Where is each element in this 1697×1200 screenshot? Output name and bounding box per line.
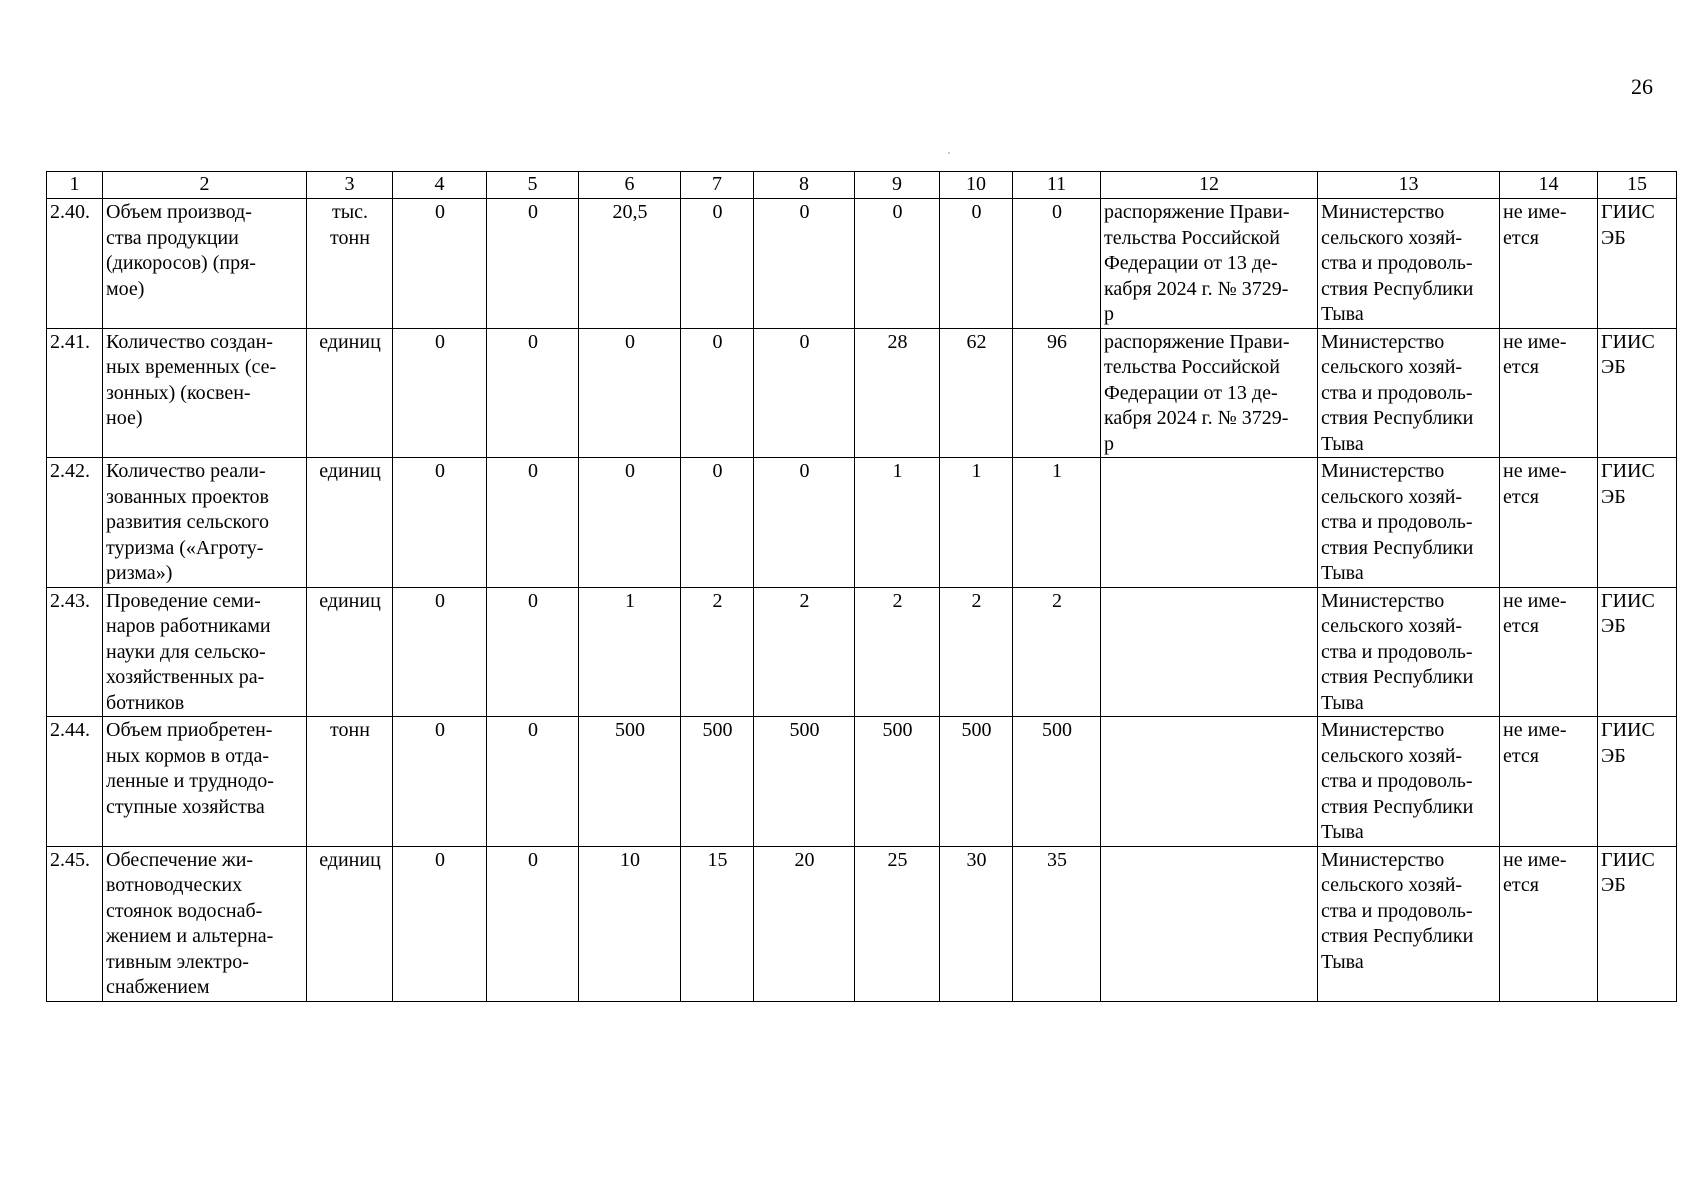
value-cell: 15: [681, 846, 754, 1001]
value-cell: 62: [940, 328, 1013, 458]
value-cell: 0: [393, 717, 487, 847]
column-15-line: ЭБ: [1601, 744, 1626, 767]
indicator-name-line: наров работниками: [106, 615, 271, 637]
legal-basis-line: р: [1104, 303, 1114, 325]
value-cell: 0: [681, 328, 754, 458]
column-header: 10: [940, 172, 1013, 199]
value-cell: 2: [1013, 587, 1101, 717]
value-cell: 0: [487, 587, 579, 717]
value-cell: 2: [940, 587, 1013, 717]
unit-line: единиц: [319, 589, 381, 612]
row-number: 2.41.: [47, 328, 103, 458]
page-number: 26: [1631, 74, 1653, 99]
column-header: 11: [1013, 172, 1101, 199]
indicator-name-line: туризма («Агроту-: [106, 536, 264, 559]
indicator-name-line: науки для сельско-: [106, 640, 266, 663]
indicator-name-line: хозяйственных ра-: [106, 666, 265, 688]
indicator-name-line: стоянок водоснаб-: [106, 899, 263, 922]
column-15-line: ЭБ: [1601, 226, 1626, 249]
column-header: 6: [579, 172, 681, 199]
value-cell: 96: [1013, 328, 1101, 458]
indicator-name-line: ных кормов в отда-: [106, 744, 270, 767]
value-cell: 0: [940, 199, 1013, 329]
responsible-body-line: ства и продоволь-: [1321, 252, 1473, 274]
responsible-body-line: ства и продоволь-: [1321, 640, 1473, 663]
indicator-name-line: зованных проектов: [106, 485, 269, 508]
table-row: [47, 587, 1677, 717]
responsible-body: [1318, 458, 1500, 588]
legal-basis-line: распоряжение Прави-: [1104, 201, 1290, 223]
column-number-row: [47, 172, 1677, 199]
legal-basis: [1101, 717, 1318, 847]
column-header: 3: [307, 172, 393, 199]
column-header: 9: [855, 172, 940, 199]
unit-line: единиц: [319, 848, 381, 871]
column-14-line: ется: [1503, 744, 1539, 767]
responsible-body-line: ствия Республики: [1321, 925, 1474, 947]
responsible-body: [1318, 328, 1500, 458]
column-15-cell: [1598, 587, 1677, 717]
row-number: 2.44.: [47, 717, 103, 847]
indicator-name: [103, 328, 307, 458]
unit-line: тонн: [330, 226, 370, 249]
indicator-name: [103, 587, 307, 717]
legal-basis-line: Федерации от 13 де-: [1104, 381, 1278, 404]
indicator-name-line: Объем производ-: [106, 201, 252, 223]
column-header: 1: [47, 172, 103, 199]
indicator-name-line: мое): [106, 277, 145, 300]
column-15-line: ЭБ: [1601, 356, 1626, 378]
column-15-cell: [1598, 846, 1677, 1001]
column-14-cell: [1500, 328, 1598, 458]
column-15-line: ЭБ: [1601, 874, 1626, 896]
indicator-name: [103, 458, 307, 588]
indicator-name-line: ства продукции: [106, 226, 239, 249]
row-number: 2.43.: [47, 587, 103, 717]
value-cell: 0: [681, 199, 754, 329]
responsible-body-line: Тыва: [1321, 821, 1364, 843]
column-header: 12: [1101, 172, 1318, 199]
responsible-body-line: Министерство: [1321, 719, 1445, 741]
column-14-line: ется: [1503, 356, 1539, 378]
table-row: [47, 846, 1677, 1001]
column-14-cell: [1500, 199, 1598, 329]
responsible-body-line: ствия Республики: [1321, 666, 1474, 688]
column-15-cell: [1598, 328, 1677, 458]
column-15-line: ГИИС: [1601, 330, 1655, 353]
legal-basis: [1101, 458, 1318, 588]
column-14-cell: [1500, 458, 1598, 588]
column-15-line: ЭБ: [1601, 615, 1626, 637]
indicator-name: [103, 846, 307, 1001]
indicator-name-line: развития сельского: [106, 511, 269, 533]
indicator-name-line: Объем приобретен-: [106, 719, 273, 741]
responsible-body: [1318, 717, 1500, 847]
value-cell: 0: [393, 328, 487, 458]
value-cell: 0: [754, 199, 855, 329]
scan-speck: [948, 152, 950, 154]
indicator-name-line: вотноводческих: [106, 874, 243, 896]
responsible-body-line: Тыва: [1321, 432, 1364, 455]
value-cell: 0: [393, 458, 487, 588]
value-cell: 25: [855, 846, 940, 1001]
column-14-line: не име-: [1503, 460, 1567, 482]
legal-basis-line: тельства Российской: [1104, 226, 1280, 249]
row-number: 2.45.: [47, 846, 103, 1001]
value-cell: 28: [855, 328, 940, 458]
value-cell: 0: [855, 199, 940, 329]
legal-basis-line: кабря 2024 г. № 3729-: [1104, 277, 1289, 300]
column-14-line: не име-: [1503, 719, 1567, 741]
value-cell: 0: [487, 717, 579, 847]
value-cell: 0: [579, 458, 681, 588]
legal-basis-line: р: [1104, 432, 1114, 455]
value-cell: 500: [1013, 717, 1101, 847]
value-cell: 0: [487, 199, 579, 329]
responsible-body-line: ства и продоволь-: [1321, 381, 1473, 404]
value-cell: 0: [487, 328, 579, 458]
value-cell: 2: [855, 587, 940, 717]
column-header: 2: [103, 172, 307, 199]
responsible-body-line: Тыва: [1321, 562, 1364, 584]
responsible-body-line: сельского хозяй-: [1321, 744, 1463, 767]
value-cell: 1: [940, 458, 1013, 588]
value-cell: 30: [940, 846, 1013, 1001]
indicator-name: [103, 199, 307, 329]
column-14-cell: [1500, 717, 1598, 847]
column-header: 4: [393, 172, 487, 199]
table-row: [47, 458, 1677, 588]
indicator-name-line: жением и альтерна-: [106, 925, 274, 947]
value-cell: 0: [754, 458, 855, 588]
column-15-line: ГИИС: [1601, 719, 1655, 741]
responsible-body-line: Министерство: [1321, 201, 1445, 223]
column-header: 7: [681, 172, 754, 199]
value-cell: 500: [940, 717, 1013, 847]
indicator-name: [103, 717, 307, 847]
responsible-body-line: ства и продоволь-: [1321, 899, 1473, 922]
column-header: 13: [1318, 172, 1500, 199]
unit-of-measure: [307, 458, 393, 588]
row-number: 2.42.: [47, 458, 103, 588]
indicator-name-line: (дикоросов) (пря-: [106, 252, 256, 274]
value-cell: 2: [681, 587, 754, 717]
legal-basis: [1101, 587, 1318, 717]
legal-basis-line: распоряжение Прави-: [1104, 330, 1290, 353]
indicator-name-line: ризма»): [106, 562, 173, 584]
indicator-name-line: Обеспечение жи-: [106, 848, 254, 871]
value-cell: 500: [681, 717, 754, 847]
legal-basis: [1101, 846, 1318, 1001]
responsible-body-line: сельского хозяй-: [1321, 226, 1463, 249]
column-15-cell: [1598, 458, 1677, 588]
responsible-body-line: ствия Республики: [1321, 795, 1474, 818]
value-cell: 500: [754, 717, 855, 847]
value-cell: 0: [579, 328, 681, 458]
indicator-name-line: ных временных (се-: [106, 356, 277, 378]
value-cell: 20,5: [579, 199, 681, 329]
indicator-name-line: тивным электро-: [106, 950, 249, 973]
value-cell: 0: [681, 458, 754, 588]
unit-of-measure: [307, 328, 393, 458]
responsible-body-line: ства и продоволь-: [1321, 511, 1473, 533]
legal-basis: [1101, 199, 1318, 329]
responsible-body: [1318, 587, 1500, 717]
responsible-body-line: ствия Республики: [1321, 536, 1474, 559]
column-14-line: не име-: [1503, 201, 1567, 223]
column-header: 15: [1598, 172, 1677, 199]
unit-line: единиц: [319, 330, 381, 353]
value-cell: 0: [393, 846, 487, 1001]
legal-basis: [1101, 328, 1318, 458]
value-cell: 20: [754, 846, 855, 1001]
column-15-line: ГИИС: [1601, 460, 1655, 482]
legal-basis-line: тельства Российской: [1104, 356, 1280, 378]
indicator-name-line: ленные и труднодо-: [106, 770, 274, 792]
responsible-body-line: Министерство: [1321, 848, 1445, 871]
unit-line: тыс.: [331, 201, 369, 223]
column-14-line: ется: [1503, 615, 1539, 637]
responsible-body: [1318, 199, 1500, 329]
value-cell: 1: [1013, 458, 1101, 588]
column-14-line: не име-: [1503, 330, 1567, 353]
indicator-name-line: ступные хозяйства: [106, 795, 265, 818]
unit-of-measure: [307, 587, 393, 717]
responsible-body-line: ствия Республики: [1321, 407, 1474, 429]
column-15-line: ГИИС: [1601, 848, 1655, 871]
value-cell: 500: [855, 717, 940, 847]
responsible-body-line: Министерство: [1321, 330, 1445, 353]
value-cell: 0: [393, 587, 487, 717]
value-cell: 2: [754, 587, 855, 717]
column-header: 8: [754, 172, 855, 199]
column-15-cell: [1598, 199, 1677, 329]
table-row: [47, 328, 1677, 458]
indicator-name-line: Проведение семи-: [106, 589, 261, 612]
value-cell: 0: [393, 199, 487, 329]
column-15-cell: [1598, 717, 1677, 847]
unit-of-measure: [307, 846, 393, 1001]
column-14-cell: [1500, 846, 1598, 1001]
indicator-name-line: снабжением: [106, 976, 210, 998]
responsible-body-line: Министерство: [1321, 460, 1445, 482]
indicator-name-line: зонных) (косвен-: [106, 381, 251, 404]
responsible-body-line: Министерство: [1321, 589, 1445, 612]
value-cell: 0: [487, 458, 579, 588]
column-header: 14: [1500, 172, 1598, 199]
indicator-name-line: Количество реали-: [106, 460, 266, 482]
value-cell: 1: [579, 587, 681, 717]
responsible-body-line: сельского хозяй-: [1321, 356, 1463, 378]
responsible-body-line: Тыва: [1321, 303, 1364, 325]
responsible-body-line: ства и продоволь-: [1321, 770, 1473, 792]
column-14-line: не име-: [1503, 589, 1567, 612]
responsible-body-line: ствия Республики: [1321, 277, 1474, 300]
unit-line: единиц: [319, 460, 381, 482]
column-14-line: ется: [1503, 226, 1539, 249]
value-cell: 0: [487, 846, 579, 1001]
responsible-body: [1318, 846, 1500, 1001]
unit-of-measure: [307, 717, 393, 847]
value-cell: 0: [1013, 199, 1101, 329]
unit-of-measure: [307, 199, 393, 329]
value-cell: 1: [855, 458, 940, 588]
column-14-line: ется: [1503, 485, 1539, 508]
column-15-line: ГИИС: [1601, 589, 1655, 612]
indicator-name-line: Количество создан-: [106, 330, 273, 353]
column-15-line: ЭБ: [1601, 485, 1626, 508]
legal-basis-line: кабря 2024 г. № 3729-: [1104, 407, 1289, 429]
table-body: [47, 199, 1677, 1002]
column-14-cell: [1500, 587, 1598, 717]
responsible-body-line: Тыва: [1321, 950, 1364, 973]
indicator-name-line: ное): [106, 407, 143, 429]
column-14-line: ется: [1503, 874, 1539, 896]
unit-line: тонн: [330, 719, 370, 741]
responsible-body-line: сельского хозяй-: [1321, 874, 1463, 896]
value-cell: 35: [1013, 846, 1101, 1001]
column-15-line: ГИИС: [1601, 201, 1655, 223]
value-cell: 0: [754, 328, 855, 458]
column-header: 5: [487, 172, 579, 199]
row-number: 2.40.: [47, 199, 103, 329]
indicators-table: [46, 171, 1677, 1002]
column-14-line: не име-: [1503, 848, 1567, 871]
value-cell: 500: [579, 717, 681, 847]
legal-basis-line: Федерации от 13 де-: [1104, 252, 1278, 274]
table-row: [47, 199, 1677, 329]
responsible-body-line: Тыва: [1321, 691, 1364, 714]
responsible-body-line: сельского хозяй-: [1321, 615, 1463, 637]
table-row: [47, 717, 1677, 847]
value-cell: 10: [579, 846, 681, 1001]
responsible-body-line: сельского хозяй-: [1321, 485, 1463, 508]
indicator-name-line: ботников: [106, 691, 185, 714]
